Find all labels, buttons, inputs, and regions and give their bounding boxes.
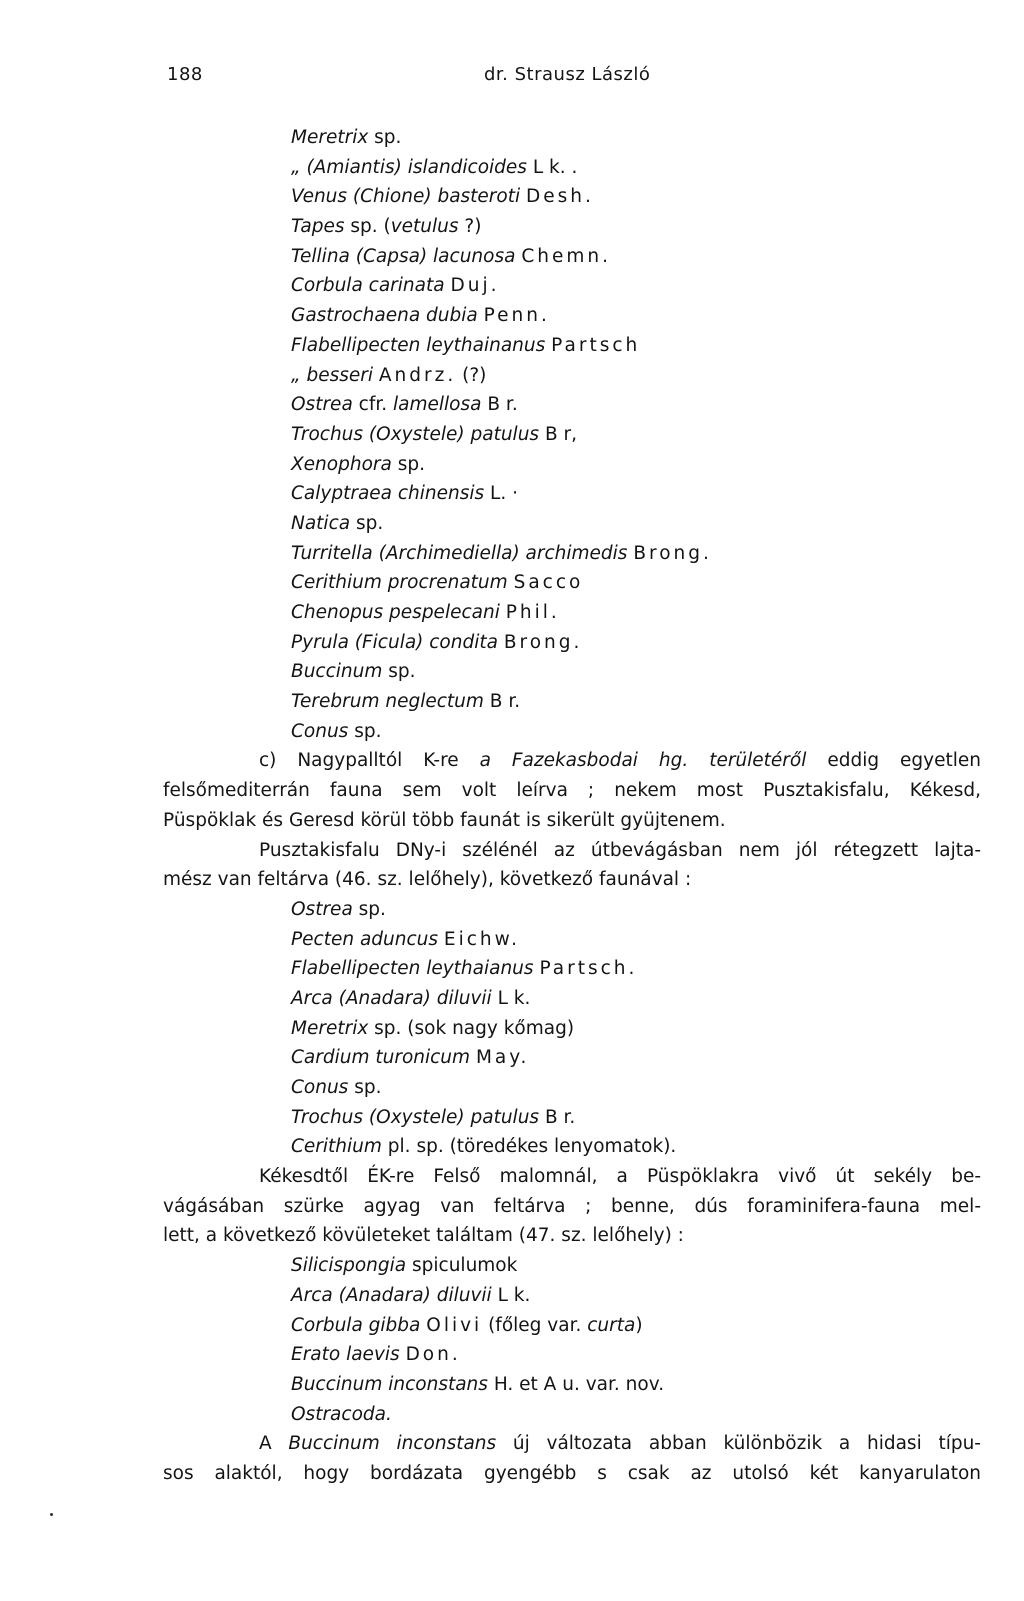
author-name: Brong. — [503, 631, 583, 653]
italic-text: Cardium turonicum — [291, 1047, 471, 1069]
text-run: cfr. — [352, 394, 394, 416]
author-name: Andrz. — [378, 364, 457, 386]
text-run: c) Nagypalltól K-re — [259, 750, 480, 772]
italic-text: területéről — [709, 750, 807, 772]
species-entry — [163, 984, 981, 1014]
species-entry — [163, 450, 981, 480]
species-entry — [163, 598, 981, 628]
text-run: sos alaktól, hogy bordázata gyengébb s csak az utolsó két kanyarulaton — [163, 1462, 981, 1484]
species-entry — [163, 954, 981, 984]
italic-text: Natica — [291, 512, 351, 534]
italic-text: Meretrix — [291, 127, 369, 148]
species-entry — [163, 361, 981, 391]
species-entry — [163, 925, 981, 955]
italic-text: Pecten aduncus — [291, 928, 439, 950]
species-entry — [163, 717, 981, 747]
species-entry — [163, 271, 981, 301]
text-run: lett, a következő kövületeket találtam (47. sz. lelőhely) : — [163, 1225, 684, 1247]
text-run: A — [259, 1433, 289, 1455]
author-name: May. — [475, 1047, 530, 1069]
text-run: Püspöklak és Geresd körül több faunát is sikerült gyüjtenem. — [163, 809, 726, 831]
author-name: Phil. — [505, 602, 560, 623]
species-entry — [163, 509, 981, 539]
italic-text: Conus — [291, 1077, 349, 1098]
text-run: sp. — [350, 512, 384, 534]
author-name: Duj. — [450, 275, 500, 297]
italic-text: Ostracoda. — [291, 1403, 392, 1425]
italic-text: Erato laevis — [291, 1344, 400, 1366]
species-entry — [163, 1251, 981, 1281]
italic-text: Gastrochaena dubia — [291, 305, 478, 327]
species-entry — [163, 123, 981, 153]
author-name: Penn. — [483, 305, 550, 327]
text-run: L k. — [491, 1284, 531, 1306]
italic-text: Tapes — [291, 216, 345, 238]
scan-speck — [50, 1513, 53, 1516]
species-entry — [163, 895, 981, 925]
species-entry — [163, 628, 981, 658]
italic-text: vetulus — [390, 216, 459, 238]
italic-text: Trochus (Oxystele) patulus — [291, 1106, 540, 1128]
text-run: sp. — [391, 453, 425, 475]
text-line — [163, 865, 981, 895]
italic-text: Corbula gibba — [291, 1314, 421, 1336]
text-run: sp. — [348, 720, 382, 742]
italic-text: Tellina (Capsa) lacunosa — [291, 245, 516, 267]
page-number: 188 — [167, 64, 203, 85]
species-entry — [163, 212, 981, 242]
species-entry — [163, 420, 981, 450]
author-name: Eichw. — [443, 928, 520, 950]
text-run — [688, 750, 709, 771]
species-entry — [163, 1340, 981, 1370]
italic-text: Venus (Chione) basteroti — [291, 186, 521, 208]
text-run: vágásában szürke agyag van feltárva ; benne, dús foraminifera-fauna mel- — [163, 1195, 981, 1217]
italic-text: Buccinum — [291, 661, 383, 683]
species-entry — [163, 153, 981, 183]
italic-text: Buccinum inconstans — [288, 1433, 497, 1455]
italic-text: Chenopus pespelecani — [291, 602, 500, 623]
italic-text: Buccinum inconstans — [291, 1373, 488, 1395]
text-run: felsőmediterrán fauna sem volt leírva ; nekem most Pusztakisfalu, Kékesd, — [163, 780, 981, 802]
italic-text: Turritella (Archimediella) archimedis — [291, 542, 628, 564]
text-run: Kékesdtől ÉK-re Felső malomnál, a Püspöklakra vivő út sekély be- — [259, 1166, 981, 1188]
text-run: eddig egyetlen — [806, 750, 981, 772]
text-run: pl. sp. (töredékes lenyomatok). — [381, 1136, 677, 1158]
text-run: sp. — [352, 898, 386, 920]
italic-text: Xenophora — [291, 453, 392, 475]
text-run: ?) — [458, 216, 482, 238]
species-entry — [163, 1014, 981, 1044]
species-entry — [163, 1043, 981, 1073]
italic-text: Terebrum neglectum — [291, 691, 484, 713]
species-entry — [163, 1073, 981, 1103]
text-line — [163, 1459, 981, 1489]
species-entry — [163, 242, 981, 272]
text-run: spiculumok — [406, 1255, 518, 1277]
species-entry — [163, 182, 981, 212]
italic-text: Ostrea — [291, 394, 353, 416]
italic-text: Pyrula (Ficula) condita — [291, 631, 498, 653]
italic-text: Cerithium — [291, 1136, 382, 1158]
author-name: Desh. — [526, 186, 594, 208]
text-run: B r. — [481, 394, 518, 416]
text-run: új változata abban különbözik a hidasi típu- — [496, 1433, 981, 1455]
author-name: Partsch. — [539, 958, 638, 980]
italic-text: „ besseri — [291, 364, 373, 386]
author-name: Chemn. — [521, 245, 611, 267]
text-run: B r. — [483, 691, 521, 713]
species-entry — [163, 539, 981, 569]
italic-text: „ (Amiantis) islandicoides — [291, 156, 527, 178]
italic-text: Trochus (Oxystele) patulus — [291, 423, 540, 445]
italic-text: a Fazekasbodai hg. — [479, 750, 689, 772]
text-line — [163, 776, 981, 806]
species-entry — [163, 1311, 981, 1341]
text-line — [163, 1192, 981, 1222]
text-run: L. · — [484, 483, 519, 505]
text-line — [163, 806, 981, 836]
text-run: sp. — [368, 127, 402, 148]
italic-text: Conus — [291, 720, 349, 742]
species-entry — [163, 331, 981, 361]
species-entry — [163, 1281, 981, 1311]
species-entry — [163, 1103, 981, 1133]
species-entry — [163, 1132, 981, 1162]
text-run: sp. ( — [344, 216, 391, 238]
italic-text: Ostrea — [291, 898, 353, 920]
text-line — [163, 1221, 981, 1251]
text-run: sp. — [382, 661, 416, 683]
species-entry — [163, 657, 981, 687]
text-line — [163, 746, 981, 776]
species-entry — [163, 301, 981, 331]
author-name: Brong. — [633, 542, 712, 564]
italic-text: lamellosa — [393, 394, 482, 416]
species-entry — [163, 479, 981, 509]
text-run: H. et A u. var. nov. — [487, 1373, 665, 1395]
text-line — [163, 1162, 981, 1192]
italic-text: Silicispongia — [291, 1255, 407, 1277]
italic-text: Flabellipecten leythaianus — [291, 958, 534, 980]
italic-text: Corbula carinata — [291, 275, 445, 297]
text-run: (főleg var. — [482, 1314, 588, 1336]
italic-text: curta — [587, 1314, 636, 1336]
text-run: sp. (sok nagy kőmag) — [368, 1017, 575, 1039]
text-run: mész van feltárva (46. sz. lelőhely), következő faunával : — [163, 869, 692, 891]
italic-text: Cerithium procrenatum — [291, 572, 508, 594]
italic-text: Calyptraea chinensis — [291, 483, 485, 505]
species-entry — [163, 1400, 981, 1430]
text-run: (?) — [456, 364, 487, 386]
text-run: B r, — [539, 423, 578, 445]
species-entry — [163, 390, 981, 420]
text-line — [163, 836, 981, 866]
text-run: ) — [635, 1314, 643, 1336]
species-entry — [163, 1370, 981, 1400]
italic-text: Meretrix — [291, 1017, 369, 1039]
species-entry — [163, 687, 981, 717]
italic-text: Arca (Anadara) diluvii — [291, 987, 492, 1009]
page-header — [0, 64, 1024, 94]
running-head: dr. Strausz László — [484, 64, 651, 85]
author-name: Don. — [405, 1344, 461, 1366]
text-run: L k. — [491, 987, 531, 1009]
text-run: L k. . — [526, 156, 578, 178]
species-entry — [163, 568, 981, 598]
author-name: Sacco — [513, 572, 584, 594]
text-run: B r. — [539, 1106, 576, 1128]
author-name: Partsch — [551, 334, 641, 356]
italic-text: Arca (Anadara) diluvii — [291, 1284, 492, 1306]
text-run: sp. — [348, 1077, 382, 1098]
text-run: Pusztakisfalu DNy-i szélénél az útbevágásban nem jól rétegzett lajta- — [259, 839, 981, 861]
italic-text: Flabellipecten leythainanus — [291, 334, 546, 356]
author-name: Olivi — [426, 1314, 483, 1336]
body-text — [163, 123, 981, 1489]
text-line — [163, 1429, 981, 1459]
